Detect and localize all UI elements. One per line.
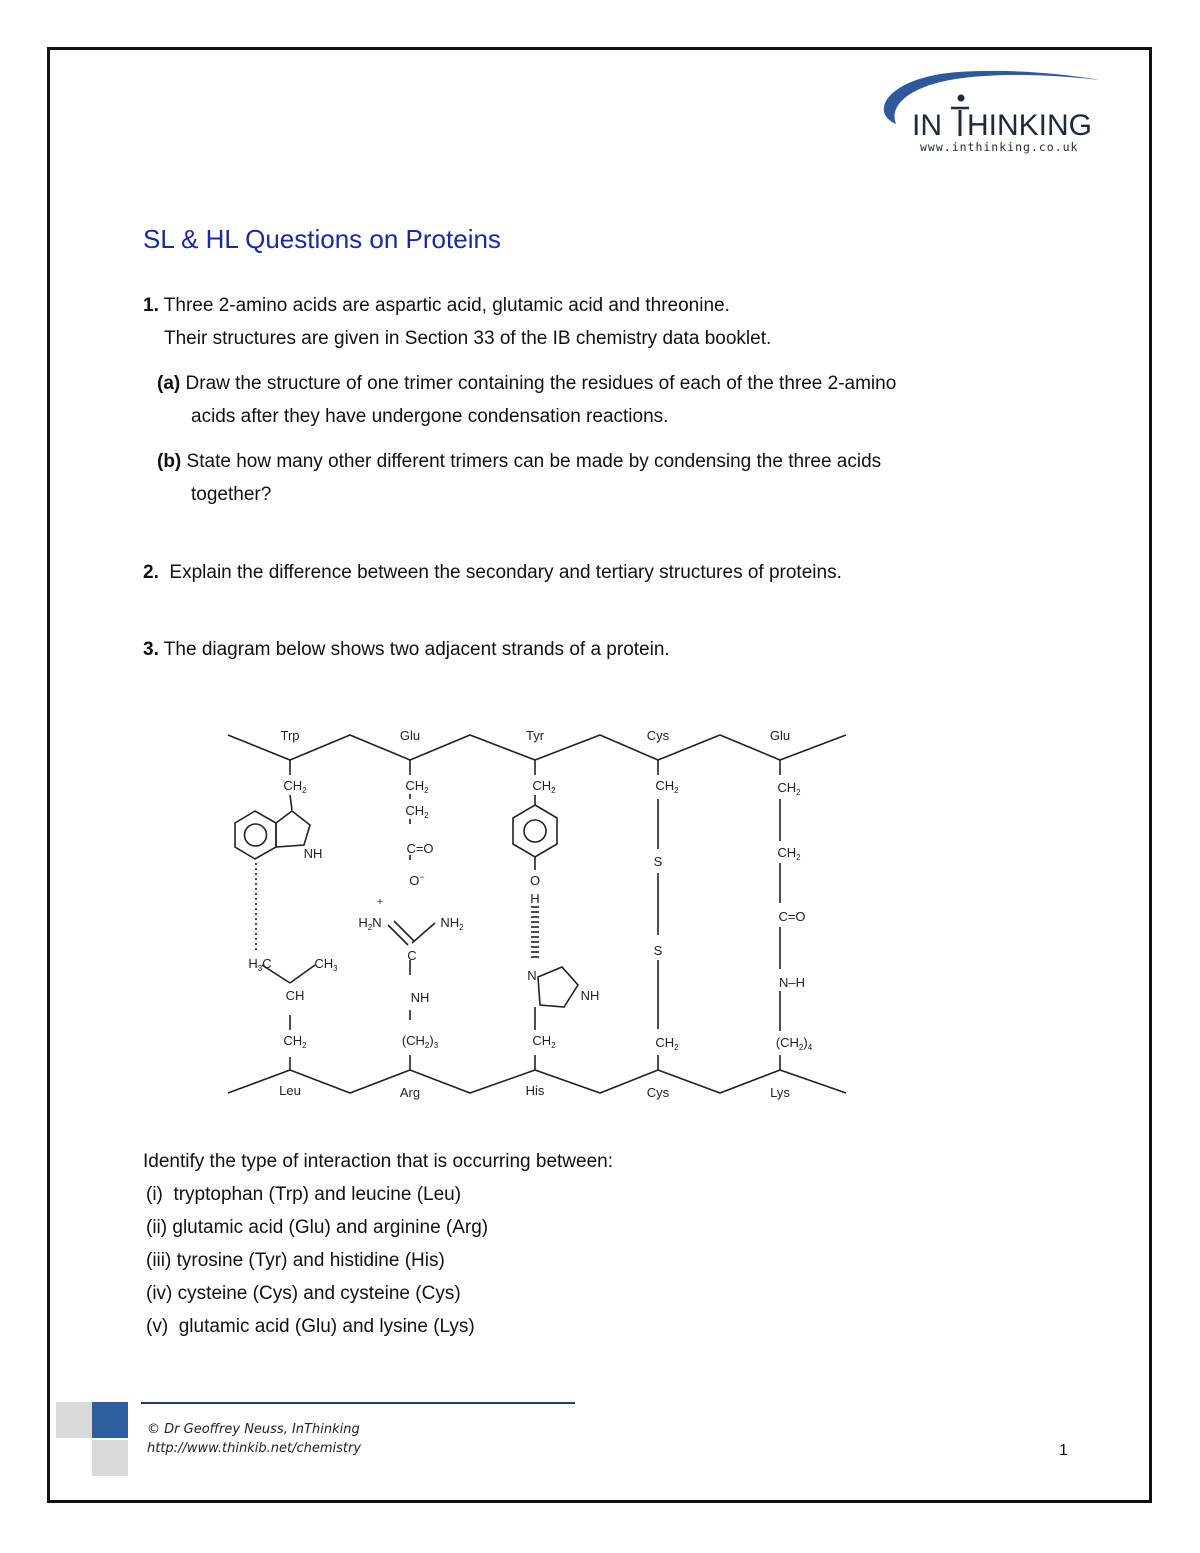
q3-number: 3.: [143, 639, 159, 660]
inthinking-logo: [868, 62, 1108, 162]
footer-square-blue: [92, 1402, 128, 1438]
footer-copyright: © Dr Geoffrey Neuss, InThinking: [147, 1422, 360, 1437]
residue-label-cys-bottom: Cys: [646, 1085, 670, 1100]
residue-label-leu: Leu: [279, 1083, 301, 1098]
q3-text: 3. The diagram below shows two adjacent strands of a protein.: [143, 639, 670, 660]
identify-item-iv: (iv) cysteine (Cys) and cysteine (Cys): [146, 1283, 461, 1304]
svg-text:CH2: $CH_2$: [777, 780, 801, 797]
identify-item-v: (v) glutamic acid (Glu) and lysine (Lys): [146, 1316, 475, 1337]
q1a-label: (a): [157, 373, 181, 394]
footer-url[interactable]: http://www.thinkib.net/chemistry: [147, 1441, 362, 1456]
svg-text:C: C: [407, 948, 417, 963]
svg-text:CH2: $CH_2$: [777, 845, 801, 862]
q1a-line1: (a) Draw the structure of one trimer containing the residues of each of the three 2-amino: [157, 373, 897, 394]
svg-text:CH3: $CH_3$: [314, 956, 338, 973]
residue-label-glu-top: Glu: [399, 728, 421, 743]
svg-text:NH: NH: [580, 988, 600, 1003]
residue-label-arg: Arg: [399, 1085, 421, 1100]
svg-text:NH: NH: [410, 990, 430, 1005]
footer-square-grey-2: [92, 1440, 128, 1476]
svg-text:H: H: [530, 891, 540, 906]
svg-text:CH2: $CH_2$: [655, 778, 679, 795]
svg-text:CH2: $CH_2$: [532, 1033, 556, 1050]
residue-label-trp: Trp: [280, 728, 300, 743]
svg-text:C=O: C=O: [406, 841, 434, 856]
page-number: 1: [1059, 1442, 1068, 1459]
svg-text:CH2: $CH_2$: [405, 778, 429, 795]
q1a-line2: acids after they have undergone condensation reactions.: [191, 406, 669, 427]
q1b-line2: together?: [191, 484, 272, 505]
footer-divider: [141, 1402, 575, 1404]
svg-text:NH2: $NH_2$: [440, 915, 464, 932]
identify-item-iii: (iii) tyrosine (Tyr) and histidine (His): [146, 1250, 445, 1271]
svg-text:N: N: [527, 968, 537, 983]
svg-text:CH2: $CH_2$: [532, 778, 556, 795]
logo-swoosh-icon: [868, 62, 1108, 162]
logo-wordmark-prefix: IN: [912, 109, 942, 142]
residue-label-lys: Lys: [770, 1085, 790, 1100]
q1-line2: Their structures are given in Section 33 of the IB chemistry data booklet.: [164, 328, 772, 349]
identify-heading: Identify the type of interaction that is occurring between:: [143, 1151, 613, 1172]
svg-text:CH: CH: [285, 988, 305, 1003]
svg-text:S: S: [653, 943, 663, 958]
svg-text:CH2: $CH_2$: [655, 1035, 679, 1052]
svg-text:CH2: $CH_2$: [405, 803, 429, 820]
svg-text:C=O: C=O: [778, 909, 806, 924]
footer-square-grey-1: [56, 1402, 92, 1438]
q2-number: 2.: [143, 562, 159, 583]
svg-text:O: O: [529, 873, 541, 888]
q1b-line1: (b) State how many other different trimers can be made by condensing the three acids: [157, 451, 882, 472]
q1-number: 1.: [143, 295, 159, 316]
svg-text:(CH2)4: $(CH_2)_4$: [775, 1035, 813, 1052]
protein-strands-diagram: [180, 715, 880, 1115]
residue-label-his: His: [525, 1083, 545, 1098]
svg-text:O−: O−: [409, 872, 425, 888]
q2-text: 2. Explain the difference between the secondary and tertiary structures of proteins.: [143, 562, 842, 583]
svg-text:S: S: [653, 854, 663, 869]
side-chain-formulas: [248, 778, 812, 1052]
svg-text:CH2: $CH_2$: [283, 1033, 307, 1050]
svg-text:NH: NH: [303, 846, 323, 861]
svg-text:N–H: N–H: [778, 975, 806, 990]
svg-text:+: +: [377, 897, 383, 908]
svg-text:CH2: $CH_2$: [283, 778, 307, 795]
svg-text:H2N: $H_2N$: [358, 915, 382, 932]
q1-line1: 1. Three 2-amino acids are aspartic acid, glutamic acid and threonine.: [143, 295, 730, 316]
page-title: SL & HL Questions on Proteins: [143, 224, 501, 254]
logo-wordmark-suffix: HINKING: [967, 109, 1093, 142]
identify-item-i: (i) tryptophan (Trp) and leucine (Leu): [146, 1184, 462, 1205]
svg-text:(CH2)3: $(CH_2)_3$: [401, 1033, 439, 1050]
logo-url: www.inthinking.co.uk: [920, 140, 1079, 154]
residue-label-glu-top-2: Glu: [769, 728, 791, 743]
identify-item-ii: (ii) glutamic acid (Glu) and arginine (Arg): [146, 1217, 489, 1238]
residue-label-cys-top: Cys: [646, 728, 670, 743]
q1b-label: (b): [157, 451, 182, 472]
residue-label-tyr: Tyr: [525, 728, 545, 743]
svg-text:H3C: $H_3C$: [248, 956, 272, 973]
